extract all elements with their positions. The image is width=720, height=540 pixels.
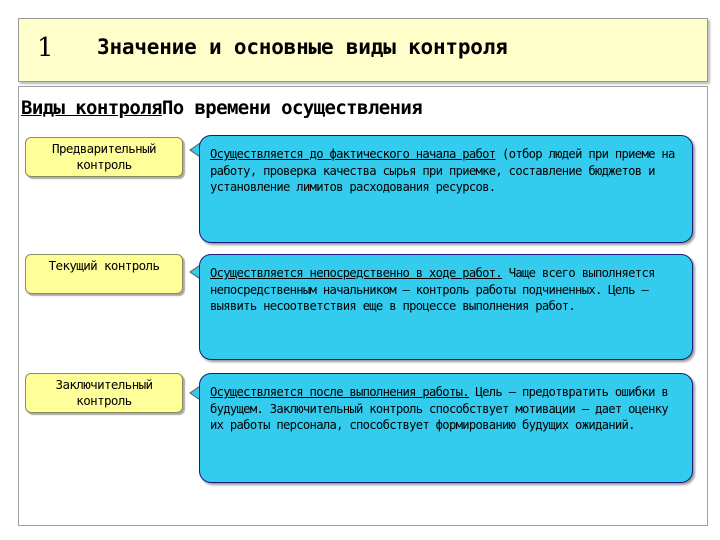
content-frame — [18, 86, 708, 526]
desc-text: (отбор людей при приеме на работу, проверка качества сырья при приемке, составление бюджетов и установление лимитов расходования ресурсов. — [210, 147, 675, 194]
desc-final — [199, 373, 693, 483]
desc-lead: Осуществляется до фактического начала работ — [210, 147, 496, 161]
subtitle-part-a: Виды контроля — [21, 97, 162, 119]
desc-text: Цель – предотвратить ошибки в будущем. Заключительный контроль способствует мотивации – дает оценку их работы персонала, способствует формированию будущих ожиданий. — [210, 385, 668, 432]
desc-current — [199, 254, 693, 360]
label-final: Заключительный контроль — [25, 373, 183, 413]
slide-number: 1 — [37, 33, 54, 63]
desc-lead: Осуществляется после выполнения работы. — [210, 385, 469, 399]
subtitle — [21, 97, 422, 119]
slide-title: Значение и основные виды контроля — [97, 35, 508, 59]
desc-lead: Осуществляется непосредственно в ходе работ. — [210, 266, 503, 280]
subtitle-part-b: По времени осуществления — [161, 97, 423, 119]
desc-preliminary — [199, 135, 693, 243]
label-current: Текущий контроль — [25, 254, 183, 294]
label-preliminary: Предварительный контроль — [25, 137, 183, 177]
desc-text: Чаще всего выполняется непосредственным начальником – контроль работы подчиненных. Цель – выявить несоответствия еще в процессе выполнения работ. — [210, 266, 655, 313]
title-bar — [18, 18, 708, 82]
